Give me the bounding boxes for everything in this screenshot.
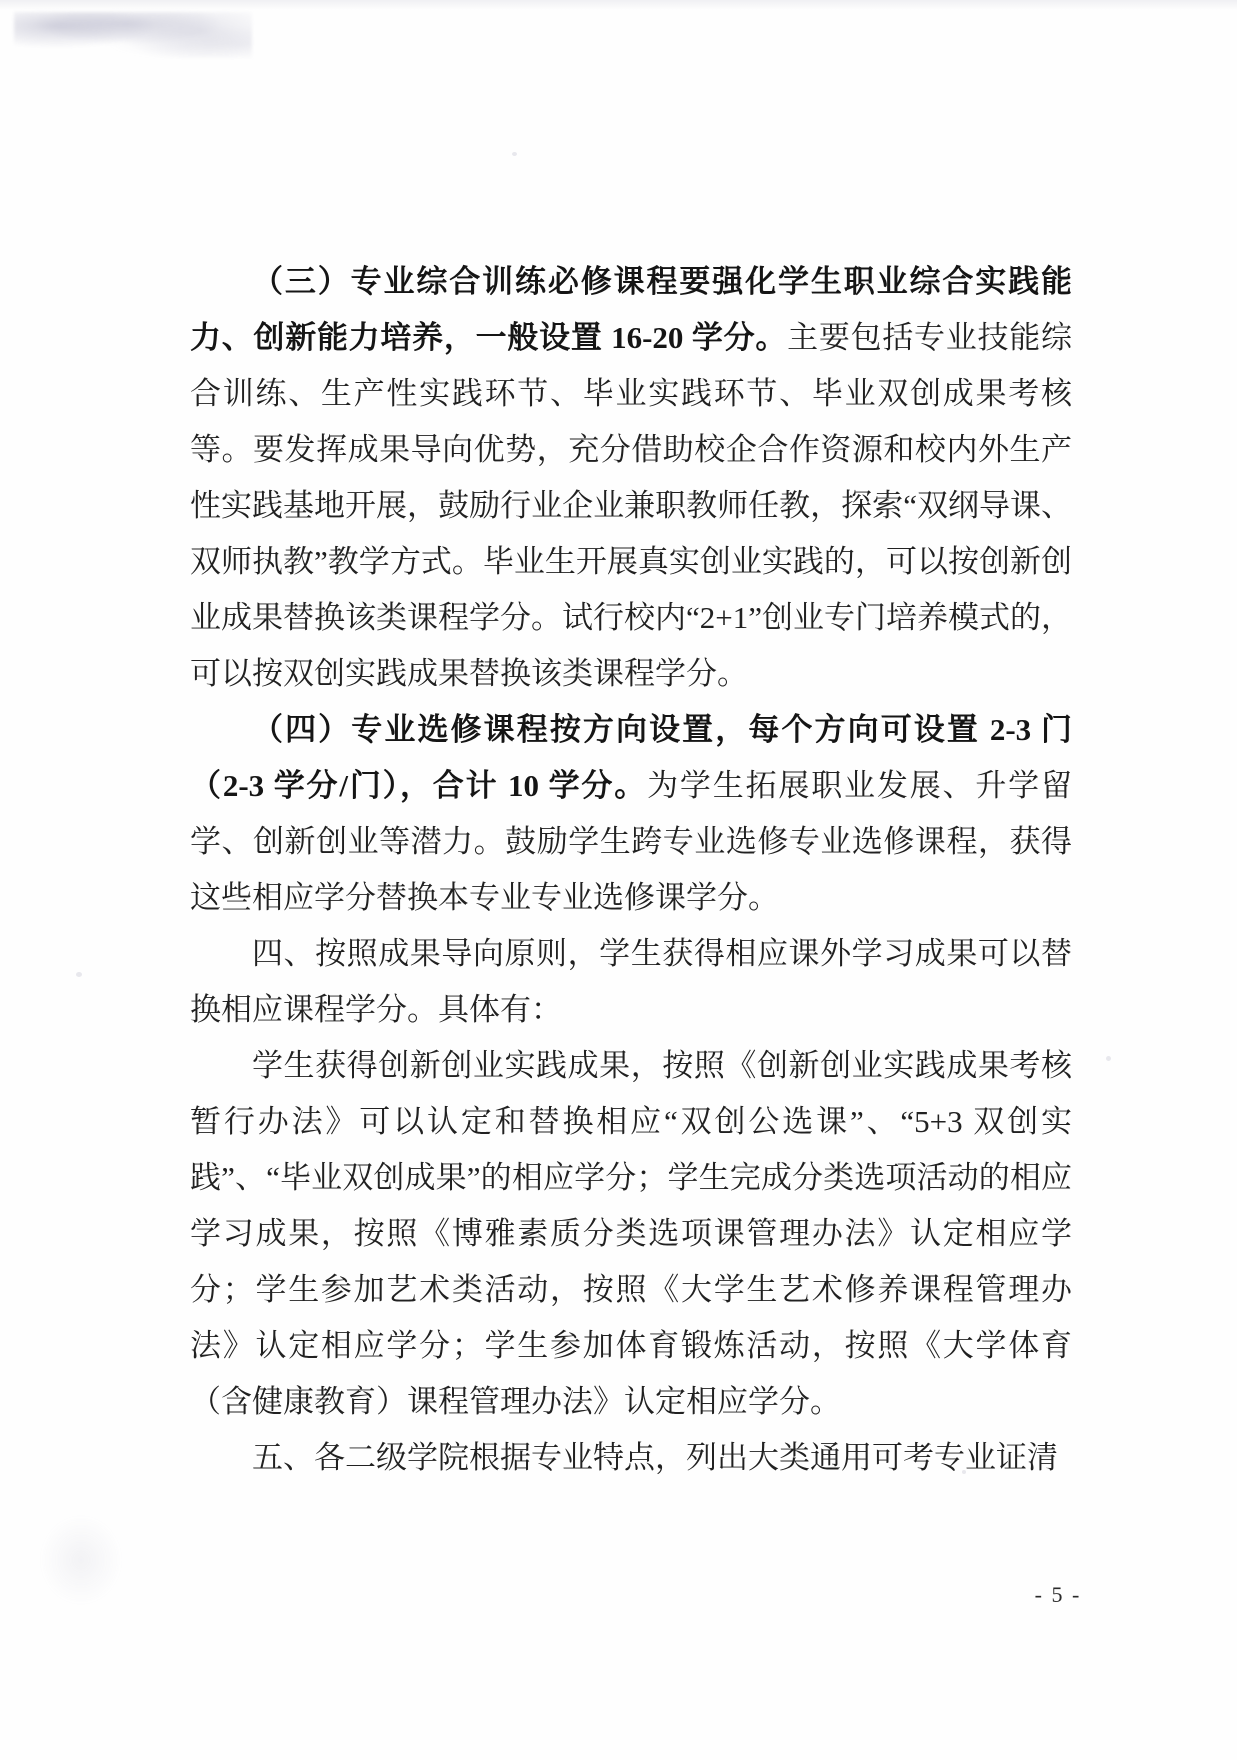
paragraph-credit-substitution-body: 学生获得创新创业实践成果，按照《创新创业实践成果考核暂行办法》可以认定和替换相应“双创公选课”、“5+3 双创实践”、“毕业双创成果”的相应学分；学生完成分类选项活动的相应学习成果，按照《博雅素质分类选项课管理办法》认定相应学分；学生参加艺术类活动，按照《大学生艺术修养课程管理办法》认定相应学分；学生参加体育锻炼活动，按照《大学体育（含健康教育）课程管理办法》认定相应学分。 — [190, 1048, 1072, 1419]
page-number: - 5 - — [1034, 1582, 1082, 1607]
paragraph-section-3 — [190, 254, 1072, 702]
paragraph-item-four-body: 四、按照成果导向原则，学生获得相应课外学习成果可以替换相应课程学分。具体有： — [190, 936, 1072, 1027]
paragraph-item-five — [190, 1430, 1072, 1486]
paragraph-item-five-body: 五、各二级学院根据专业特点，列出大类通用可考专业证清 — [252, 1440, 1058, 1475]
scan-speck — [512, 152, 517, 156]
paragraph-section-4 — [190, 702, 1072, 926]
paragraph-credit-substitution — [190, 1038, 1072, 1430]
scan-speck — [1106, 1056, 1111, 1061]
paragraph-item-four — [190, 926, 1072, 1038]
scan-noise-artifact — [14, 12, 252, 58]
paragraph-section-3-body: 主要包括专业技能综合训练、生产性实践环节、毕业实践环节、毕业双创成果考核等。要发挥成果导向优势，充分借助校企合作资源和校内外生产性实践基地开展，鼓励行业企业兼职教师任教，探索“双纲导课、双师执教”教学方式。毕业生开展真实创业实践的，可以按创新创业成果替换该类课程学分。试行校内“2+1”创业专门培养模式的，可以按双创实践成果替换该类课程学分。 — [190, 320, 1073, 691]
paragraph-section-4-heading: （四）专业选修课程按方向设置，每个方向可设置 2-3 门（2-3 学分/门），合计 10 学分。 — [190, 712, 1072, 803]
paragraph-section-4-body: 为学生拓展职业发展、升学留学、创新创业等潜力。鼓励学生跨专业选修专业选修课程，获得这些相应学分替换本专业专业选修课学分。 — [190, 768, 1073, 915]
paragraph-section-3-heading: （三）专业综合训练必修课程要强化学生职业综合实践能力、创新能力培养，一般设置 16-20 学分。 — [190, 264, 1072, 355]
scan-edge-shadow — [0, 0, 1237, 10]
scan-smudge — [26, 1500, 136, 1620]
document-body — [190, 254, 1072, 1486]
scan-speck — [76, 972, 82, 977]
